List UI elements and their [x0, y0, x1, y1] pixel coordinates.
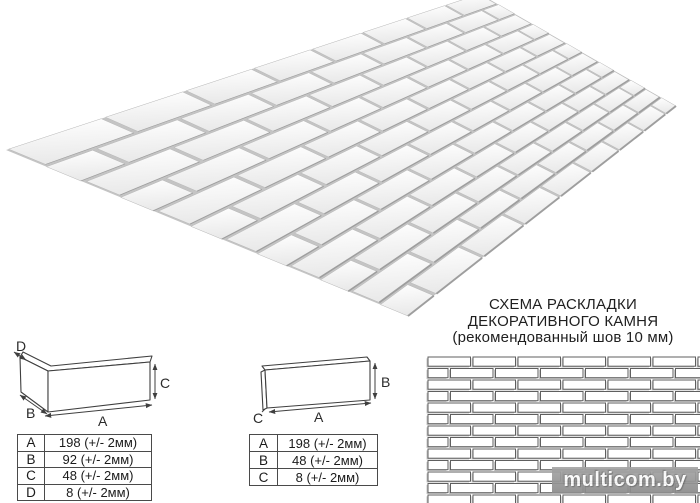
table-row — [18, 468, 152, 485]
dim-value-cell: 8 (+/- 2мм) — [278, 469, 378, 486]
layout-scheme-title — [427, 297, 699, 347]
dim-value-cell: 198 (+/- 2мм) — [278, 435, 378, 452]
dim-label-b: B — [26, 405, 36, 421]
dim-param-cell: B — [250, 452, 278, 469]
table-row — [250, 435, 378, 452]
corner-dimensions-table — [17, 434, 152, 501]
dim-label-a: A — [314, 409, 324, 425]
table-row — [250, 452, 378, 469]
watermark: multicom.by — [552, 467, 698, 493]
dim-param-cell: A — [250, 435, 278, 452]
dim-param-cell: C — [18, 468, 45, 485]
table-row — [18, 435, 152, 452]
dim-param-cell: B — [18, 451, 45, 468]
dim-label-b: B — [381, 374, 391, 390]
flat-dimensions-table — [249, 434, 378, 486]
dim-label-a: A — [98, 413, 108, 429]
scheme-title-line2: ДЕКОРАТИВНОГО КАМНЯ — [467, 312, 659, 330]
dim-label-d: D — [16, 338, 27, 354]
table-row — [250, 469, 378, 486]
dim-value-cell: 8 (+/- 2мм) — [45, 484, 152, 501]
dim-value-cell: 48 (+/- 2мм) — [278, 452, 378, 469]
table-row — [18, 451, 152, 468]
dim-value-cell: 48 (+/- 2мм) — [45, 468, 152, 485]
dim-value-cell: 198 (+/- 2мм) — [45, 435, 152, 452]
dim-value-cell: 92 (+/- 2мм) — [45, 451, 152, 468]
dim-label-c: C — [253, 410, 264, 426]
dim-label-c: C — [160, 375, 171, 391]
scheme-title-line3: (рекомендованный шов 10 мм) — [452, 329, 674, 346]
dim-param-cell: A — [18, 435, 45, 452]
flat-tile-diagram — [230, 340, 405, 434]
table-row — [18, 484, 152, 501]
dim-param-cell: C — [250, 469, 278, 486]
scheme-title-line1: СХЕМА РАСКЛАДКИ — [489, 296, 637, 313]
corner-tile-diagram — [0, 330, 200, 434]
corner-tile-front-face — [48, 362, 150, 412]
dim-param-cell: D — [18, 484, 45, 501]
